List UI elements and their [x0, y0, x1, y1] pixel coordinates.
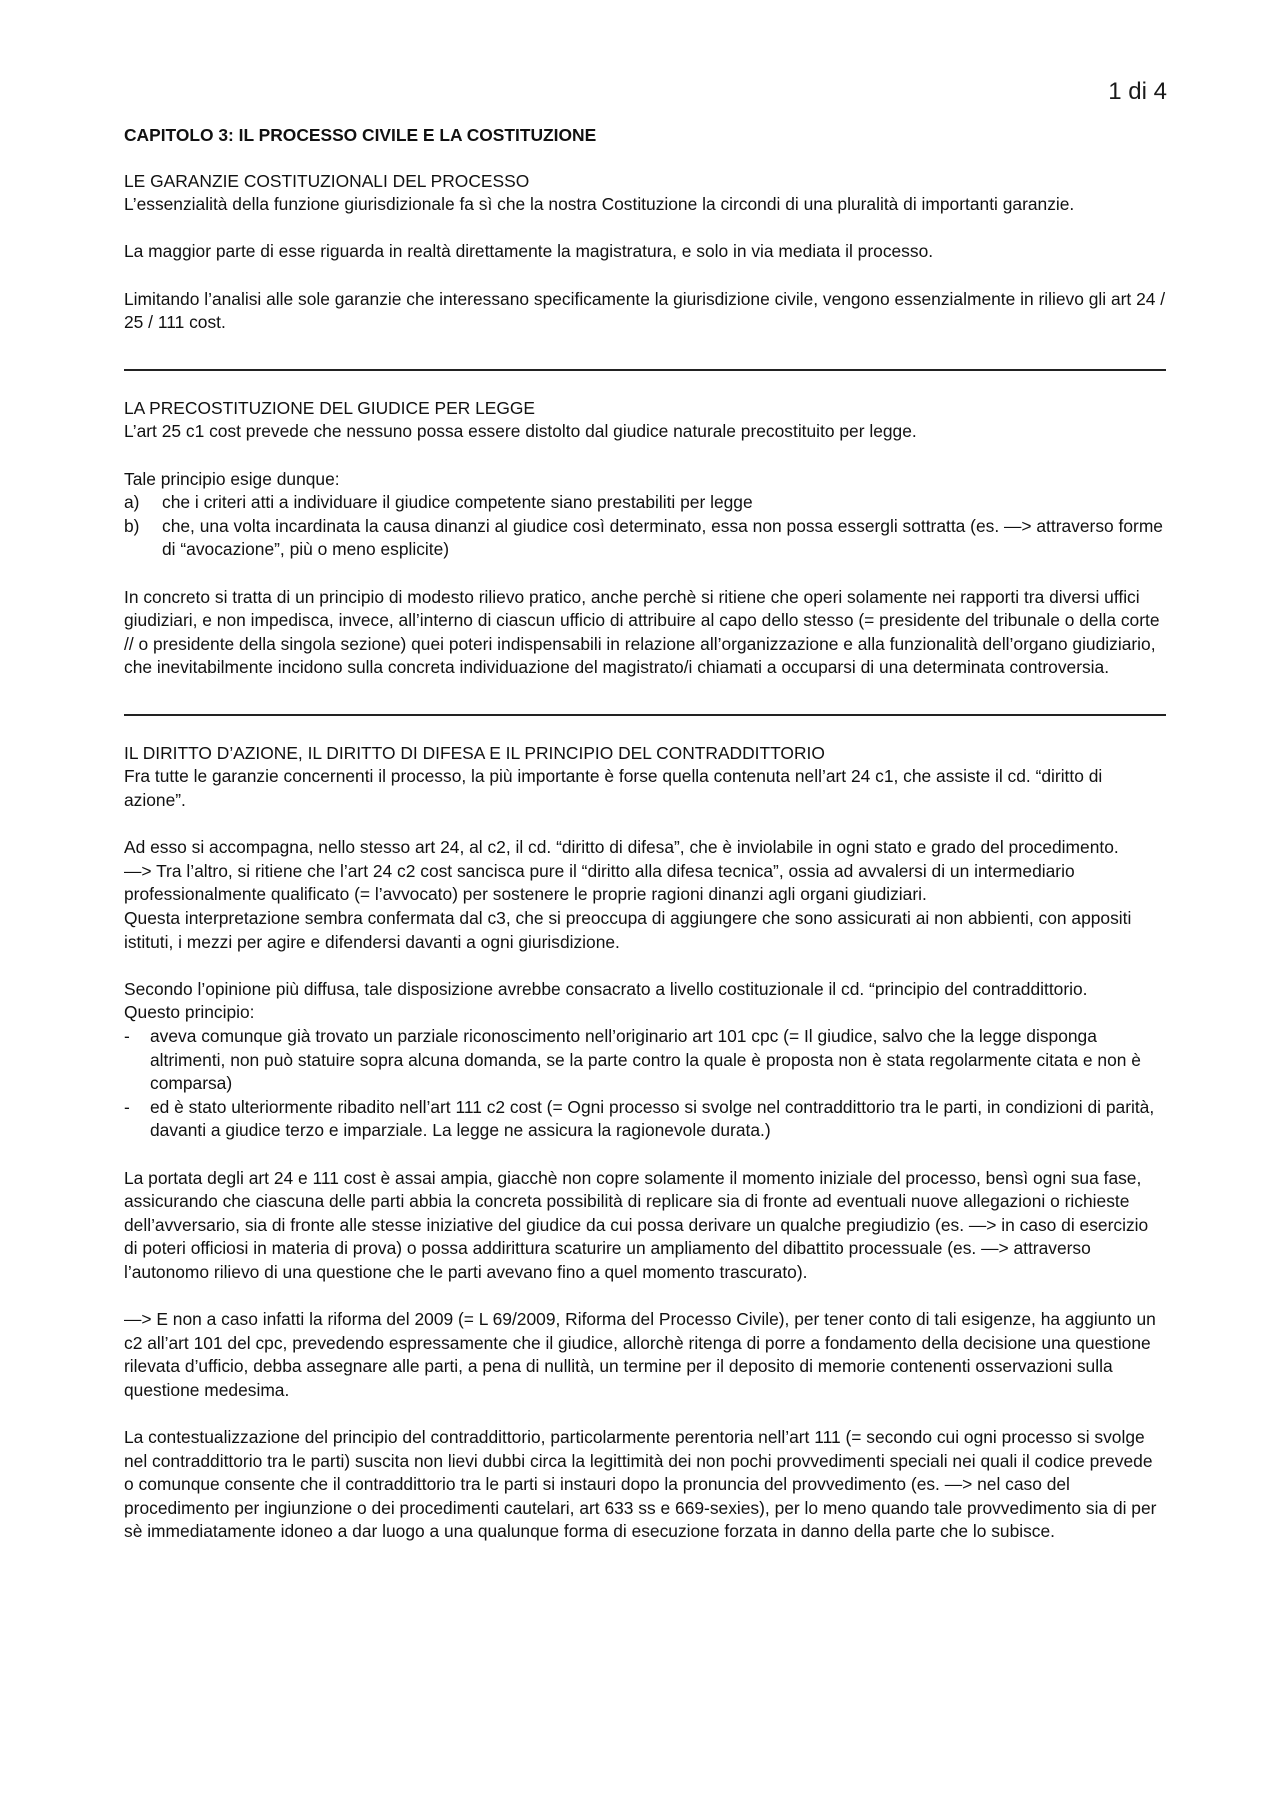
section-title: LA PRECOSTITUZIONE DEL GIUDICE PER LEGGE [124, 397, 536, 418]
paragraph: —> Tra l’altro, si ritiene che l’art 24 c2 cost sancisca pure il “diritto alla difesa tecnica”, ossia ad avvalersi di un intermediario professionalmente qualificato (= l’avvocato) per sostenere le proprie ragioni dinanzi agli organi giudiziari. [124, 860, 1075, 905]
paragraph: La portata degli art 24 e 111 cost è assai ampia, giacchè non copre solamente il momento iniziale del processo, bensì ogni sua fase, assicurando che ciascuna delle parti abbia la concreta possibilità di replicare sia di fronte ad eventuali nuove allegazioni o richieste dell’avversario, sia di fronte alle stesse iniziative del giudice da cui possa derivare un qualche pregiudizio (es. —> in caso di esercizio di poteri officiosi in materia di prova) o possa addirittura scaturire un ampliamento del dibattito processuale (es. —> attraverso l’autonomo rilievo di una questione che le parti avevano fino a quel momento trascurato). [124, 1167, 1149, 1282]
list-item-text: che i criteri atti a individuare il giudice competente siano prestabiliti per legge [162, 492, 753, 513]
section-title: IL DIRITTO D’AZIONE, IL DIRITTO DI DIFESA E IL PRINCIPIO DEL CONTRADDITTORIO [124, 742, 825, 763]
section-judge-precostitution [124, 397, 1166, 680]
section-constitutional-guarantees [124, 170, 1166, 335]
list-marker: b) [124, 515, 140, 536]
list-marker: - [124, 1026, 130, 1046]
list-item [124, 1096, 1166, 1143]
list-item [124, 491, 1166, 515]
paragraph: In concreto si tratta di un principio di modesto rilievo pratico, anche perchè si ritiene che operi solamente nei rapporti tra diversi uffici giudiziari, e non impedisca, invece, all’interno di ciascun ufficio di attribuire al capo dello stesso (= presidente del tribunale o della corte // o presidente della singola sezione) quei poteri indispensabili in relazione all’organizzazione e alla funzionalità dell’organo giudiziario, che inevitabilmente incidono sulla concreta individuazione del magistrato/i chiamati a occuparsi di una determinata controversia. [124, 586, 1160, 678]
paragraph: L’art 25 c1 cost prevede che nessuno possa essere distolto dal giudice naturale precostituito per legge. [124, 421, 917, 442]
dash-list [124, 1025, 1166, 1143]
document-body [124, 124, 1166, 1544]
list-item [124, 1025, 1166, 1096]
list-marker: a) [124, 492, 140, 513]
list-item [124, 515, 1166, 562]
section-divider [124, 369, 1166, 371]
paragraph: Tale principio esige dunque: [124, 468, 340, 489]
section-divider [124, 714, 1166, 716]
list-marker: - [124, 1096, 130, 1117]
paragraph: Questa interpretazione sembra confermata dal c3, che si preoccupa di aggiungere che sono assicurati ai non abbienti, con appositi istituti, i mezzi per agire e difendersi davanti a ogni giurisdizione. [124, 908, 1132, 952]
paragraph: Limitando l’analisi alle sole garanzie che interessano specificamente la giurisdizione civile, vengono essenzialmente in rilievo gli art 24 / 25 / 111 cost. [124, 288, 1166, 333]
paragraph: L’essenzialità della funzione giurisdizionale fa sì che la nostra Costituzione la circondi di una pluralità di importanti garanzie. [124, 194, 1075, 215]
paragraph: —> E non a caso infatti la riforma del 2009 (= L 69/2009, Riforma del Processo Civile), per tener conto di tali esigenze, ha aggiunto un c2 all’art 101 del cpc, prevedendo espressamente che il giudice, allorchè ritenga di porre a fondamento della decisione una questione rilevata d’ufficio, debba assegnare alle parti, a pena di nullità, un termine per il deposito di memorie contenenti osservazioni sulla questione medesima. [124, 1309, 1156, 1400]
chapter-title: CAPITOLO 3: IL PROCESSO CIVILE E LA COSTITUZIONE [124, 125, 597, 145]
paragraph: Ad esso si accompagna, nello stesso art 24, al c2, il cd. “diritto di difesa”, che è inviolabile in ogni stato e grado del procedimento. [124, 837, 1119, 858]
lettered-list [124, 491, 1166, 562]
paragraph: Questo principio: [124, 1002, 255, 1023]
list-item-text: che, una volta incardinata la causa dinanzi al giudice così determinato, essa non possa essergli sottratta (es. —> attraverso forme di “avocazione”, più o meno esplicite) [162, 515, 1163, 560]
paragraph: La contestualizzazione del principio del contraddittorio, particolarmente perentoria nell’art 111 (= secondo cui ogni processo si svolge nel contraddittorio tra le parti) suscita non lievi dubbi circa la legittimità dei non pochi provvedimenti speciali nei quali il codice prevede o comunque consente che il contraddittorio tra le parti si instauri dopo la pronuncia del provvedimento (es. —> nel caso del procedimento per ingiunzione o dei procedimenti cautelari, art 633 ss e 669-sexies), per lo meno quando tale provvedimento sia di per sè immediatamente idoneo a dar luogo a una qualunque forma di esecuzione forzata in danno della parte che lo subisce. [124, 1427, 1157, 1542]
paragraph: Fra tutte le garanzie concernenti il processo, la più importante è forse quella contenuta nell’art 24 c1, che assiste il cd. “diritto di azione”. [124, 766, 1103, 811]
list-item-text: aveva comunque già trovato un parziale riconoscimento nell’originario art 101 cpc (= Il giudice, salvo che la legge disponga altrimenti, non può statuire sopra alcuna domanda, se la parte contro la quale è proposta non è stata regolarmente citata e non è comparsa) [150, 1026, 1141, 1094]
section-title: LE GARANZIE COSTITUZIONALI DEL PROCESSO [124, 170, 530, 191]
paragraph: La maggior parte di esse riguarda in realtà direttamente la magistratura, e solo in via mediata il processo. [124, 241, 934, 262]
paragraph: Secondo l’opinione più diffusa, tale disposizione avrebbe consacrato a livello costituzionale il cd. “principio del contraddittorio. [124, 978, 1088, 999]
page-number: 1 di 4 [1108, 78, 1167, 105]
list-item-text: ed è stato ulteriormente ribadito nell’art 111 c2 cost (= Ogni processo si svolge nel contraddittorio tra le parti, in condizioni di parità, davanti a giudice terzo e imparziale. La legge ne assicura la ragionevole durata.) [150, 1096, 1155, 1141]
section-right-of-action [124, 742, 1166, 1544]
